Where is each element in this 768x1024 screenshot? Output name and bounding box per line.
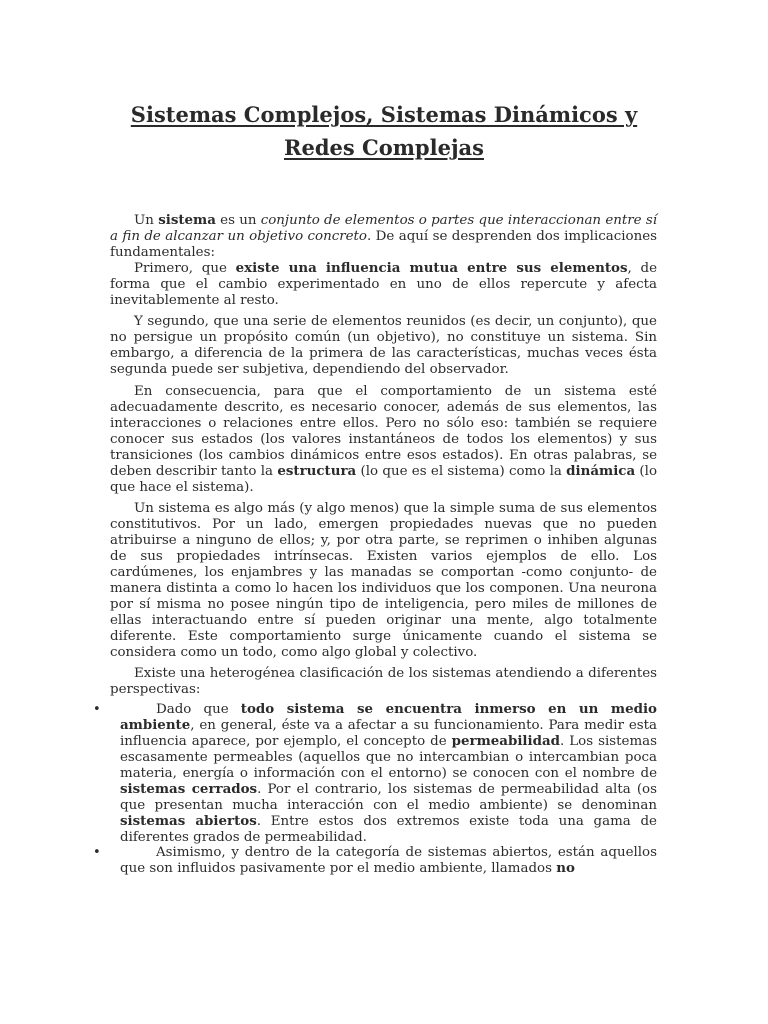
text: Dado que: [156, 702, 241, 718]
text: Existe una heterogénea clasificación de los sistemas atendiendo a diferentes perspectivas:: [110, 666, 657, 698]
bold-term: estructura: [277, 462, 357, 479]
title-line-2: Redes Complejas: [284, 135, 484, 160]
bold-term: todo sistema se encuentra inmerso en un medio ambiente: [120, 701, 657, 734]
bold-term: no: [556, 860, 575, 877]
text: . Por el contrario, los sistemas de permeabilidad alta (os que presentan mucha interacción con el medio ambiente) se denominan: [120, 781, 657, 813]
bold-term: sistema: [158, 212, 216, 228]
paragraph-emergence: [110, 501, 657, 660]
paragraph-definition: [110, 213, 657, 261]
bold-term: existe una influencia mutua entre sus elementos: [235, 259, 628, 276]
text: Un sistema es algo más (y algo menos) que la simple suma de sus elementos constitutivos. Por un lado, emergen propiedades nuevas que no pueden atribuirse a ninguno de ellos; y, por otra parte, se reprimen o inhiben algunas de sus propiedades intrínsecas. Existen varios ejemplos de ello. Los cardúmenes, los enjambres y las manadas se comportan -como conjunto- de manera distinta a como lo hacen los individuos que los componen. Una neurona por sí misma no posee ningún tipo de inteligencia, pero miles de millones de ellas interactuando entre sí pueden originar una mente, algo totalmente diferente. Este comportamiento surge únicamente cuando el sistema se considera como un todo, como algo global y colectivo.: [110, 501, 657, 660]
paragraph-second-implication: [110, 314, 657, 378]
text: , de forma que el cambio experimentado en uno de ellos repercute y afecta inevitablemente al resto.: [110, 260, 657, 308]
paragraph-first-implication: [110, 261, 657, 309]
list-item: [93, 845, 657, 877]
paragraph-consequence: [110, 384, 657, 495]
text: Asimismo, y dentro de la categoría de sistemas abiertos, están aquellos que son influidos pasivamente por el medio ambiente, llamados: [120, 845, 657, 877]
text: . Entre estos dos extremos existe toda una gama de diferentes grados de permeabilidad.: [120, 813, 657, 845]
list-item: [93, 701, 657, 845]
text: Y segundo, que una serie de elementos reunidos (es decir, un conjunto), que no persigue un propósito común (un objetivo), no constituye un sistema. Sin embargo, a diferencia de la primera de las características, muchas veces ésta segunda puede ser subjetiva, dependiendo del observador.: [110, 314, 657, 378]
bold-term: dinámica: [566, 462, 636, 479]
text: es un: [215, 213, 261, 228]
paragraph-classification: [110, 666, 657, 698]
bullet-icon: •: [93, 845, 101, 861]
text: En consecuencia, para que el comportamiento de un sistema esté adecuadamente descrito, es necesario conocer, además de sus elementos, las interacciones o relaciones entre ellos. Pero no sólo eso: también se requiere conocer sus estados (los valores instantáneos de todos los elementos) y sus transiciones (los cambios dinámicos entre esos estados). En otras palabras, se deben describir tanto la: [110, 384, 657, 479]
italic-definition: conjunto de elementos o partes que interaccionan entre sí a fin de alcanzar un objetivo concreto: [110, 213, 657, 244]
text: Un: [134, 213, 159, 228]
text: (lo que hace el sistema).: [110, 463, 657, 495]
text: . Los sistemas escasamente permeables (aquellos que no intercambian o intercambian poca materia, energía o información con el entorno) se conocen con el nombre de: [120, 734, 657, 781]
document-title: [100, 98, 668, 164]
text: Primero, que: [134, 260, 236, 276]
bold-term: sistemas abiertos: [120, 812, 257, 829]
bold-term: permeabilidad: [451, 733, 560, 750]
bold-term: sistemas cerrados: [120, 780, 258, 797]
document-body: [93, 212, 657, 877]
text: , en general, éste va a afectar a su funcionamiento. Para medir esta influencia aparece, por ejemplo, el concepto de: [120, 718, 657, 750]
title-line-1: Sistemas Complejos, Sistemas Dinámicos y: [130, 102, 638, 127]
text: (lo que es el sistema) como la: [356, 463, 567, 479]
bullet-icon: •: [93, 702, 101, 718]
text: . De aquí se desprenden dos implicaciones fundamentales:: [110, 228, 657, 260]
classification-list: [93, 701, 657, 877]
